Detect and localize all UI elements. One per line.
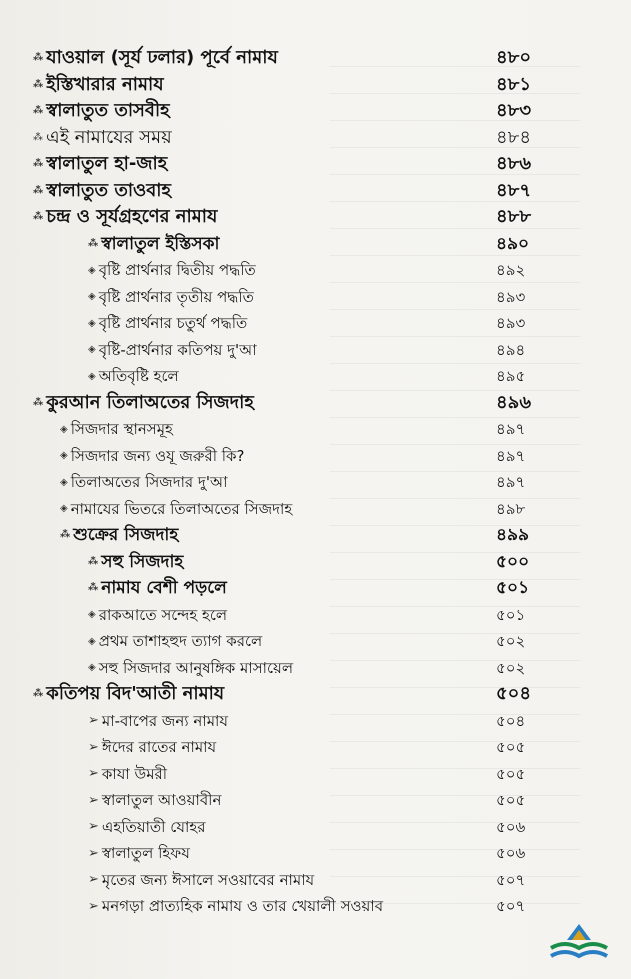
toc-entry-label: [33, 98, 170, 124]
toc-entry: [0, 787, 631, 813]
toc-entry-text: শুক্রের সিজদাহ: [73, 525, 179, 545]
bullet-icon: ➢: [88, 766, 99, 781]
bullet-icon: ⁂: [33, 105, 44, 116]
toc-entry: [0, 575, 631, 601]
bullet-icon: ◈: [60, 503, 68, 514]
bullet-icon: ⁂: [33, 211, 44, 222]
bullet-icon: ◈: [88, 344, 96, 355]
toc-entry-text: অতিবৃষ্টি হলে: [98, 367, 179, 385]
toc-page-number: ৪৯৭: [496, 420, 526, 438]
publisher-logo-icon: [547, 918, 611, 962]
toc-page-number: ৪৮৪: [496, 126, 532, 148]
toc-entry-text: কাযা উমরী: [101, 764, 168, 783]
toc-entry: [0, 151, 631, 177]
toc-page-number: ৪৯৮: [496, 499, 526, 518]
toc-entry-label: [33, 72, 164, 98]
toc-entry: [0, 734, 631, 760]
toc-entry-text: তিলাঅতের সিজদার দু'আ: [70, 473, 228, 491]
toc-entry: [0, 522, 631, 548]
bullet-icon: ◈: [88, 609, 96, 620]
toc-entry-text: স্বালাতুল ইস্তিসকা: [101, 233, 220, 254]
toc-entry-text: এই নামাযের সময়: [46, 126, 172, 148]
toc-entry-label: [88, 628, 262, 655]
toc-entry-label: [60, 522, 178, 548]
toc-entry: [0, 72, 631, 98]
toc-page-number: ৫০৪: [496, 683, 532, 704]
toc-entry-text: বৃষ্টি প্রার্থনার দ্বিতীয় পদ্ধতি: [98, 261, 256, 279]
toc-entry: [0, 390, 631, 416]
toc-entry: [0, 549, 631, 575]
bullet-icon: ⁂: [33, 131, 43, 143]
toc-entry: [0, 681, 631, 707]
toc-page-number: ৫০৬: [496, 844, 526, 862]
bullet-icon: ⁂: [33, 184, 44, 196]
toc-entry-label: [88, 602, 227, 629]
toc-entry: [0, 628, 631, 654]
toc-entry-text: বৃষ্টি প্রার্থনার চতুর্থ পদ্ধতি: [98, 314, 248, 332]
toc-page-number: ৪৮০: [496, 47, 532, 68]
toc-page-number: ৫০৫: [496, 738, 526, 756]
toc-entry-label: [88, 363, 179, 390]
toc-entry: [0, 708, 631, 734]
toc-page-number: ৪৯৭: [496, 473, 526, 491]
toc-page-number: ৪৯২: [496, 261, 526, 279]
toc-entry: [0, 204, 631, 230]
toc-entry: [0, 814, 631, 840]
bullet-icon: ⁂: [88, 237, 99, 249]
toc-entry-text: স্বালাতুল আওয়াবীন: [101, 791, 222, 809]
toc-entry-label: [60, 416, 173, 443]
toc-page-number: ৫০২: [496, 658, 526, 677]
bullet-icon: ⁂: [33, 78, 44, 90]
toc-page-number: ৪৯৩: [496, 287, 526, 306]
bullet-icon: ◈: [88, 662, 96, 673]
bullet-icon: ◈: [88, 635, 96, 647]
bullet-icon: ◈: [88, 370, 96, 382]
toc-entry-text: নামায বেশী পড়লে: [101, 578, 227, 598]
toc-page-number: ৪৮৮: [496, 206, 532, 227]
toc-entry-label: [88, 231, 219, 257]
bullet-icon: ⁂: [88, 582, 99, 593]
toc-entry-text: মৃতের জন্য ঈসালে সওয়াবের নামায: [101, 870, 315, 889]
toc-entry-text: কুরআন তিলাঅতের সিজদাহ: [46, 391, 254, 413]
toc-entry: [0, 469, 631, 495]
bullet-icon: ➢: [88, 872, 99, 887]
toc-entry-label: [33, 178, 171, 204]
toc-entry-label: [33, 45, 278, 71]
bullet-icon: ◈: [60, 476, 68, 488]
bullet-icon: ⁂: [60, 529, 71, 540]
toc-entry: [0, 178, 631, 204]
toc-page-number: ৪৯৬: [496, 391, 532, 413]
toc-entry-label: [88, 575, 227, 601]
toc-entry-text: সহু সিজদার আনুষঙ্গিক মাসায়েল: [98, 658, 294, 677]
toc-entry-label: [88, 257, 256, 284]
bullet-icon: ➢: [88, 845, 99, 861]
toc-entry-label: [88, 337, 257, 364]
toc-entry-text: রাকআতে সন্দেহ হলে: [98, 605, 228, 624]
toc-page-number: ৪৯৩: [496, 314, 526, 332]
toc-entry-text: কতিপয় বিদ'আতী নামায: [46, 683, 225, 704]
toc-entry-text: বৃষ্টি-প্রার্থনার কতিপয় দু'আ: [98, 340, 257, 359]
toc-entry-text: মা-বাপের জন্য নামায: [101, 711, 229, 730]
toc-entry-label: [33, 390, 254, 416]
toc-page-number: ৪৮১: [496, 73, 532, 95]
toc-entry: [0, 496, 631, 522]
toc-page-number: ৪৯৪: [496, 340, 526, 359]
toc-entry-label: [88, 893, 383, 920]
bullet-icon: ➢: [88, 739, 99, 755]
toc-entry-text: প্রথম তাশাহহুদ ত্যাগ করলে: [98, 632, 263, 650]
toc-entry-label: [88, 840, 190, 867]
bullet-icon: ⁂: [33, 158, 44, 169]
toc-entry-text: সিজদার জন্য ওযূ জরুরী কি?: [70, 446, 245, 465]
bullet-icon: ⁂: [33, 52, 44, 63]
toc-page-number: ৪৮৩: [496, 100, 532, 121]
toc-entry-label: [88, 284, 254, 311]
bullet-icon: ◈: [88, 291, 96, 302]
toc-entry-label: [88, 787, 221, 814]
toc-entry: [0, 337, 631, 363]
bullet-icon: ◈: [88, 264, 96, 276]
bullet-icon: ➢: [88, 819, 99, 834]
toc-entry-text: স্বালাতুত তাসবীহ: [46, 100, 170, 121]
toc-page-number: ৪৮৭: [496, 179, 532, 201]
toc-entry-text: এহতিয়াতী যোহর: [101, 817, 206, 836]
toc-entry-text: সিজদার স্থানসমূহ: [70, 420, 173, 438]
toc-entry: [0, 655, 631, 681]
toc-page-number: ৪৯৭: [496, 446, 526, 465]
bullet-icon: ➢: [88, 898, 99, 914]
toc-page-number: ৪৯৫: [496, 367, 526, 385]
toc-entry-label: [33, 125, 172, 151]
toc-page-number: ৫০৬: [496, 817, 526, 836]
toc-entry-label: [88, 867, 314, 894]
toc-page-number: ৪৯৯: [496, 525, 530, 545]
toc-entry-text: স্বালাতুত তাওবাহ: [46, 179, 171, 201]
bullet-icon: ➢: [88, 713, 99, 728]
toc-entry-label: [88, 549, 183, 575]
toc-page-number: ৪৮৬: [496, 153, 532, 174]
toc-page-number: ৫০৭: [496, 870, 526, 889]
toc-entry-label: [60, 469, 227, 496]
toc-entry-text: যাওয়াল (সূর্য ঢলার) পূর্বে নামায: [46, 47, 278, 68]
toc-page-number: ৫০৪: [496, 711, 526, 730]
toc-entry-label: [88, 310, 247, 337]
toc-entry-label: [88, 734, 216, 761]
toc-entry-text: বৃষ্টি প্রার্থনার তৃতীয় পদ্ধতি: [98, 287, 254, 306]
bullet-icon: ⁂: [88, 555, 99, 567]
toc-entry: [0, 443, 631, 469]
toc-entry-text: ইস্তিখারার নামায: [46, 73, 164, 95]
toc-page-number: ৫০১: [496, 605, 526, 624]
toc-entry: [0, 867, 631, 893]
toc-page-number: ৫০২: [496, 632, 526, 650]
toc-entry-text: নামাযের ভিতরে তিলাঅতের সিজদাহ: [70, 499, 293, 518]
toc-entry-text: ঈদের রাতের নামায: [101, 738, 217, 756]
toc-entry: [0, 98, 631, 124]
toc-entry-label: [88, 814, 205, 841]
toc-entry-label: [60, 496, 292, 523]
toc-entry-text: মনগড়া প্রাত্যহিক নামায ও তার খেয়ালী সওয়াব: [101, 897, 384, 915]
toc-page-number: ৪৯০: [496, 233, 530, 254]
bullet-icon: ➢: [88, 792, 99, 808]
toc-page-number: ৫০৫: [496, 791, 526, 809]
toc-page-number: ৫০৫: [496, 764, 526, 783]
toc-entry-text: চন্দ্র ও সূর্যগ্রহণের নামায: [46, 206, 218, 227]
toc-entry-label: [60, 443, 245, 470]
toc-entry-label: [88, 708, 228, 735]
bullet-icon: ⁂: [33, 688, 44, 699]
toc-page-number: ৫০৭: [496, 897, 526, 915]
toc-entry: [0, 257, 631, 283]
toc-entry: [0, 602, 631, 628]
toc-entry: [0, 363, 631, 389]
toc-entry: [0, 893, 631, 919]
toc-page-number: ৫০০: [496, 551, 530, 572]
toc-entry: [0, 761, 631, 787]
toc-entry-text: সহু সিজদাহ: [101, 551, 184, 572]
toc-entry: [0, 310, 631, 336]
toc-entry: [0, 125, 631, 151]
bullet-icon: ◈: [60, 450, 68, 461]
bullet-icon: ◈: [60, 423, 68, 435]
toc-entry-label: [88, 655, 293, 682]
toc-entry: [0, 840, 631, 866]
toc-entry: [0, 231, 631, 257]
toc-entry-label: [33, 681, 224, 707]
toc-entry-label: [88, 761, 167, 788]
toc-entry: [0, 416, 631, 442]
toc-entry: [0, 45, 631, 71]
toc-page-number: ৫০১: [496, 578, 530, 598]
toc-entry-text: স্বালাতুল হা-জাহ: [46, 153, 168, 174]
bullet-icon: ◈: [88, 317, 96, 329]
toc-entry-label: [33, 204, 217, 230]
toc-entry-label: [33, 151, 167, 177]
toc-entry-text: স্বালাতুল হিফয: [101, 844, 190, 862]
bullet-icon: ⁂: [33, 396, 44, 408]
toc-entry: [0, 284, 631, 310]
